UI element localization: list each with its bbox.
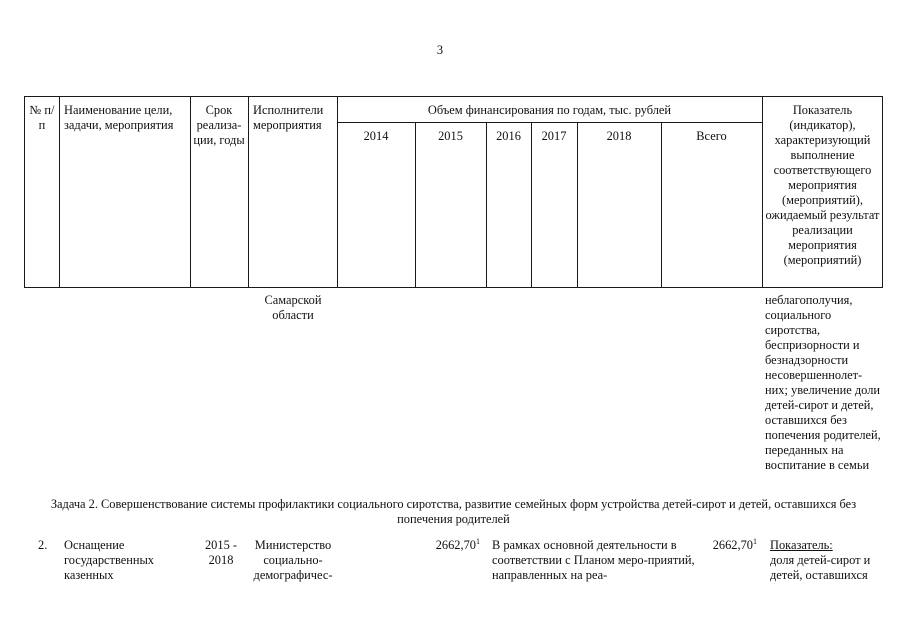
row2-amount-total-footnote: 1	[753, 536, 757, 546]
row2-executor: Министерство социально-демографичес-	[253, 538, 333, 582]
header-funding: Объем финансирования по годам, тыс. рублей	[427, 103, 672, 117]
table-top-border	[24, 96, 883, 97]
row2-term: 2015 - 2018	[204, 538, 237, 567]
col-border-1	[59, 96, 60, 288]
funding-subheader-border	[337, 122, 762, 123]
col-border-10	[762, 96, 763, 288]
header-indicator: Показатель (индикатор), характеризующий выполнение соответствующего мероприятия (мероприятий), ожидаемый результат реализации мероприятия (мероприятий)	[765, 103, 880, 267]
header-year-2014: 2014	[363, 129, 389, 143]
col-border-6	[486, 122, 487, 288]
row2-amount-2014	[380, 538, 480, 553]
row2-indicator-label: Показатель:	[770, 538, 833, 552]
row2-indicator	[770, 538, 885, 583]
col-border-11	[882, 96, 883, 288]
header-year-2016: 2016	[496, 129, 521, 143]
col-border-3	[248, 96, 249, 288]
row2-indicator-text: доля детей-сирот и детей, оставшихся	[770, 553, 871, 582]
page-number: 3	[436, 43, 444, 57]
continuation-executor: Самарской области	[264, 293, 322, 322]
table-bottom-border	[24, 287, 883, 288]
header-name: Наименование цели, задачи, мероприятия	[64, 103, 174, 132]
header-year-2017: 2017	[541, 129, 567, 143]
col-border-9	[661, 122, 662, 288]
row2-note-text: В рамках основной деятельности в соответствии с Планом меро-приятий, направленных на реа-	[492, 538, 695, 582]
col-border-7	[531, 122, 532, 288]
header-year-2015: 2015	[438, 129, 463, 143]
col-border-2	[190, 96, 191, 288]
header-num: № п/п	[29, 103, 55, 132]
row2-num: 2.	[38, 538, 48, 552]
header-term: Срок реализа-ции, годы	[193, 103, 245, 147]
header-total: Всего	[696, 129, 727, 143]
continuation-indicator: неблагополучия, социального сиротства, беспризорности и безнадзорности несовершеннолет-них; увеличение доли детей-сирот и детей, оставшихся без попечения родителей, переданных на воспитание в семьи	[765, 293, 881, 472]
col-border-0	[24, 96, 25, 288]
task-2-heading: Задача 2. Совершенствование системы профилактики социального сиротства, развитие семейных форм устройства детей-сирот и детей, оставшихся без попечения родителей	[50, 497, 857, 526]
header-year-2018: 2018	[606, 129, 632, 143]
row2-amount-total-value: 2662,70	[712, 538, 753, 552]
row2-amount-2014-value: 2662,70	[435, 538, 476, 552]
col-border-8	[577, 122, 578, 288]
col-border-4	[337, 96, 338, 288]
header-executors: Исполнители мероприятия	[253, 103, 324, 132]
row2-name: Оснащение государственных казенных	[64, 538, 155, 582]
row2-amount-total	[655, 538, 757, 553]
col-border-5	[415, 122, 416, 288]
row2-amount-2014-footnote: 1	[476, 536, 480, 546]
